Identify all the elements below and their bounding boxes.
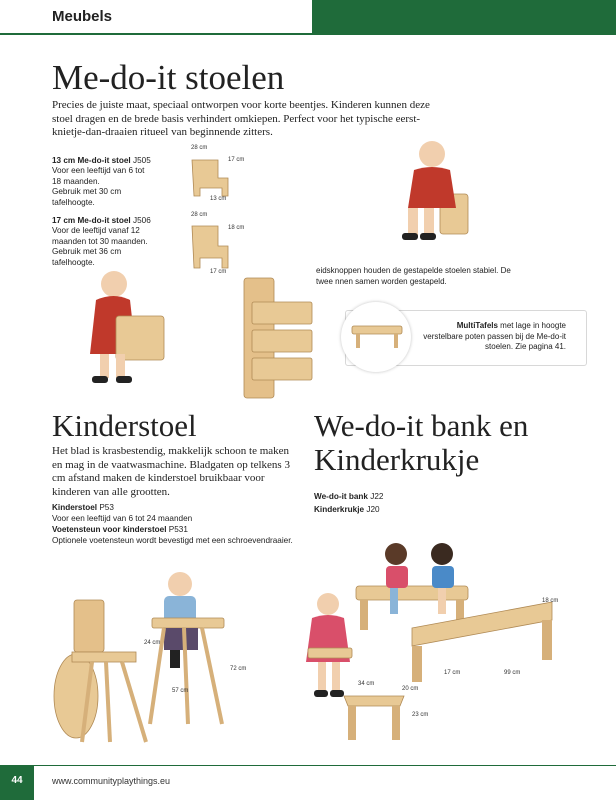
krukje-name: Kinderkrukje xyxy=(314,505,365,514)
bank-title: We-do-it bank en Kinderkrukje xyxy=(314,408,529,477)
toddler-carrying-chair-photo xyxy=(86,266,170,392)
page-number: 44 xyxy=(0,766,34,800)
chair17-dim-height: 18 cm xyxy=(228,225,245,231)
multitafels-desc: met lage in hoogte verstelbare poten passen bij de Me-do-it stoelen. Zie pagina 41. xyxy=(423,321,566,351)
kinderstoel-dim-height: 72 cm xyxy=(230,666,247,672)
kinderstoel-dim-width: 57 cm xyxy=(172,688,189,694)
chair13-code: J505 xyxy=(133,156,151,165)
long-bench-photo xyxy=(408,598,560,684)
krukje-code: J20 xyxy=(366,505,380,514)
toddler-on-chair-photo xyxy=(398,136,476,248)
stool-dim-length: 34 cm xyxy=(358,681,375,687)
child-in-high-chair-photo xyxy=(146,568,232,728)
chair13-spec xyxy=(52,156,152,208)
chair17-dim-width: 28 cm xyxy=(191,212,208,218)
high-chair-folded-photo xyxy=(52,596,152,746)
footer-rule xyxy=(0,765,616,766)
kinderstoel-product-code: P53 xyxy=(99,503,114,512)
footrest-note: Optionele voetensteun wordt bevestigd met een schroevendraaier. xyxy=(52,536,293,545)
stool-photo xyxy=(340,686,410,742)
chair17-spec xyxy=(52,216,152,268)
footrest-name: Voetensteun voor kinderstoel xyxy=(52,525,167,534)
chair17-age: Voor de leeftijd vanaf 12 maanden tot 30 maanden. xyxy=(52,226,148,246)
footer-url[interactable]: www.communityplaythings.eu xyxy=(52,776,171,786)
bank-dim-height: 18 cm xyxy=(542,598,559,604)
stacked-chairs-caption: eidsknoppen houden de gestapelde stoelen stabiel. De twee nnen samen worden gestapeld. xyxy=(316,266,511,286)
bank-code: J22 xyxy=(370,492,384,501)
stacked-chairs-photo xyxy=(238,272,316,404)
footrest-code: P531 xyxy=(168,525,188,534)
bank-name: We-do-it bank xyxy=(314,492,368,501)
header-accent-bar xyxy=(312,0,616,35)
chair13-dim-width: 28 cm xyxy=(191,145,208,151)
header-rule xyxy=(0,33,312,35)
kinderstoel-age: Voor een leeftijd van 6 tot 24 maanden xyxy=(52,514,193,523)
chair17-name: 17 cm Me-do-it stoel xyxy=(52,216,131,225)
medoit-intro: Precies de juiste maat, speciaal ontworpen voor korte beentjes. Kinderen kunnen deze stoel dragen en de brede basis verhindert omkiepen. Perfect voor het typische eerst-knietje-dan-draaien ritueel van beginnende zitters. xyxy=(52,99,430,138)
bank-dim-depth: 17 cm xyxy=(444,670,461,676)
chair13-table: Gebruik met 30 cm tafelhoogte. xyxy=(52,187,122,207)
kinderstoel-dim-seat: 24 cm xyxy=(144,640,161,646)
chair13-name: 13 cm Me-do-it stoel xyxy=(52,156,131,165)
multitafel-table-photo xyxy=(350,322,404,352)
bank-dim-length: 99 cm xyxy=(504,670,521,676)
kinderstoel-product-name: Kinderstoel xyxy=(52,503,98,512)
chair13-age: Voor een leeftijd van 6 tot 18 maanden. xyxy=(52,166,145,186)
chair13-dim-seat: 13 cm xyxy=(210,196,227,202)
kinderstoel-description: Het blad is krasbestendig, makkelijk schoon te maken en mag in de vaatwasmachine. Bladgaten op telkens 3 cm afstand maken de kinderstoel bruikbaar voor kinderen van alle grootten. xyxy=(52,445,290,498)
chair13-dim-height: 17 cm xyxy=(228,157,245,163)
multitafels-name: MultiTafels xyxy=(456,321,498,330)
multitafels-text xyxy=(418,321,566,353)
kinderstoel-specs xyxy=(52,502,312,546)
medoit-title: Me-do-it stoelen xyxy=(52,58,285,97)
stool-dim-height: 23 cm xyxy=(412,712,429,718)
chair17-code: J506 xyxy=(133,216,151,225)
kinderstoel-title: Kinderstoel xyxy=(52,408,197,443)
chair17-table: Gebruik met 36 cm tafelhoogte. xyxy=(52,247,122,267)
chair17-dim-seat: 17 cm xyxy=(210,269,227,275)
stool-dim-depth: 20 cm xyxy=(402,686,419,692)
section-label: Meubels xyxy=(52,8,113,25)
bank-specs xyxy=(314,490,383,516)
